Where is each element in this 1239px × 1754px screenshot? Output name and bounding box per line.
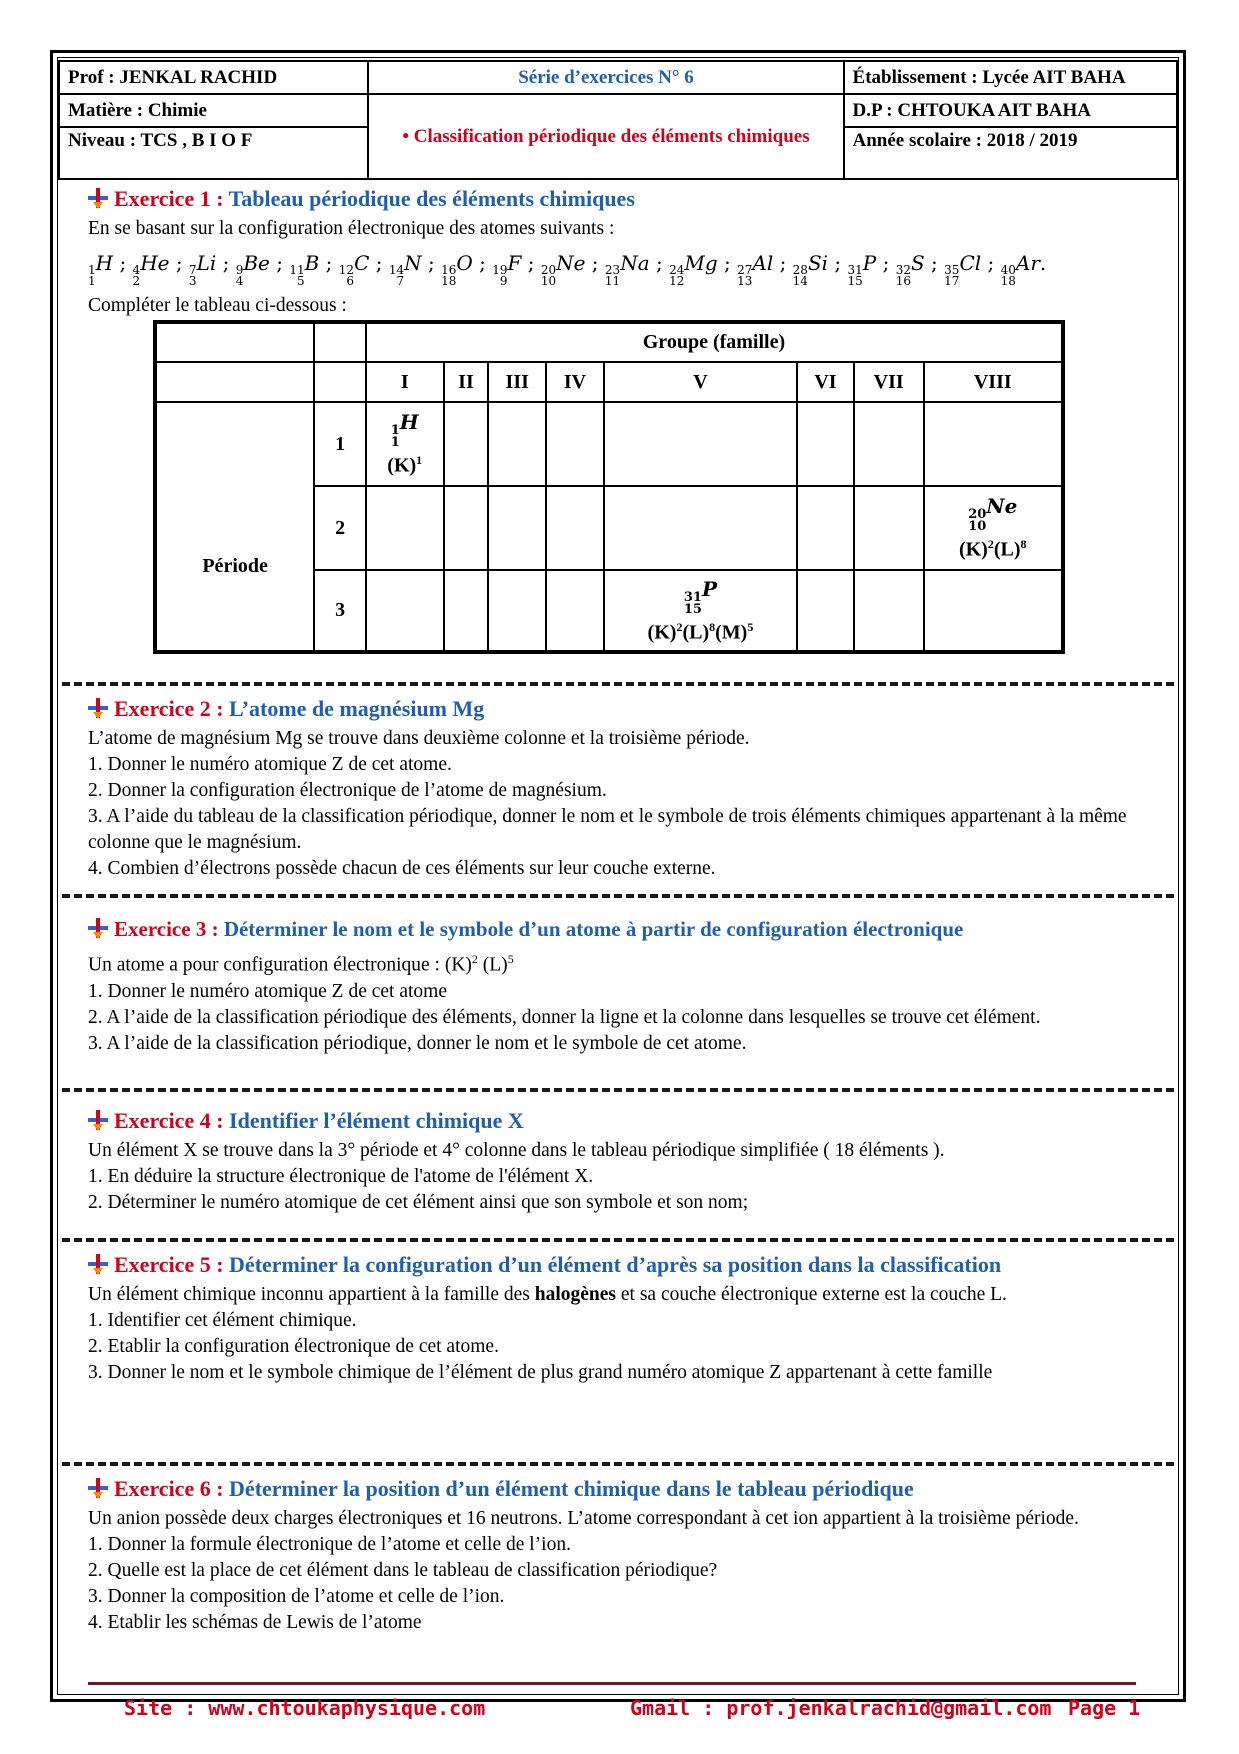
section-divider <box>62 894 1174 898</box>
group-i: I <box>366 362 444 402</box>
cell-h: 1 1 H $(K)^1$ <box>366 402 444 486</box>
exercise-3-config: Un atome a pour configuration électronique : $(K)^2$ $(L)^5$ <box>88 952 514 976</box>
exercise-6 <box>88 1474 1148 1636</box>
nuclide-na: 23 11 Na <box>604 251 650 288</box>
footer-line <box>88 1682 1136 1685</box>
nuclide-f: 19 9 F <box>492 251 522 288</box>
group-vi: VI <box>797 362 854 402</box>
empty-cell <box>444 570 489 652</box>
group-viii: VIII <box>924 362 1064 402</box>
group-ii: II <box>444 362 489 402</box>
exercise-2-line: L’atome de magnésium Mg se trouve dans deuxième colonne et la troisième période. <box>88 728 750 749</box>
exercise-6-intro: Un anion possède deux charges électroniques et 16 neutrons. L’atome correspondant à cet ion appartient à la troisième période. <box>88 1508 1079 1529</box>
nuclide-ar: 40 18 Ar <box>1000 251 1040 288</box>
nuclide-c: 12 6 C <box>338 251 370 288</box>
exercise-6-line: 2. Quelle est la place de cet élément dans le tableau de classification périodique? <box>88 1560 718 1581</box>
empty-cell <box>546 486 604 570</box>
empty-cell <box>444 486 489 570</box>
dp-cell: D.P : CHTOUKA AIT BAHA <box>844 94 1177 127</box>
exercise-1-intro: En se basant sur la configuration électronique des atomes suivants : <box>88 218 615 239</box>
empty-cell <box>444 402 489 486</box>
empty-cell <box>797 486 854 570</box>
corner-cell-3 <box>155 362 314 402</box>
exercise-2-line: 2. Donner la configuration électronique de l’atome de magnésium. <box>88 780 607 801</box>
plus-arrow-icon <box>88 918 108 938</box>
bullet-icon: • <box>402 125 414 147</box>
nuclide-o: 16 18 O <box>441 251 473 288</box>
section-divider <box>62 1462 1174 1466</box>
empty-cell <box>488 570 546 652</box>
exercise-5 <box>88 1250 1148 1386</box>
periodic-table <box>153 320 1065 654</box>
footer <box>0 1696 1239 1726</box>
empty-cell <box>797 402 854 486</box>
periode-label: Période <box>155 402 314 652</box>
exercise-4 <box>88 1106 1148 1216</box>
corner-cell-2 <box>314 322 366 362</box>
niveau-cell: Niveau : TCS , B I O F <box>59 127 368 179</box>
exercise-2-line: 4. Combien d’électrons possède chacun de ces éléments sur leur couche externe. <box>88 858 716 879</box>
empty-cell <box>854 402 924 486</box>
exercise-6-title: Exercice 6 : Déterminer la position d’un élément chimique dans le tableau périodique <box>88 1474 1148 1504</box>
plus-arrow-icon <box>88 698 108 718</box>
chapitre-title: Classification périodique des éléments chimiques <box>413 125 810 147</box>
empty-cell <box>854 570 924 652</box>
exercise-5-intro: Un élément chimique inconnu appartient à la famille des halogènes et sa couche électronique externe est la couche L. <box>88 1284 1007 1305</box>
cell-p: 31 15 P $(K)^2(L)^8(M)^5$ <box>604 570 797 652</box>
exercise-2-line: 3. A l’aide du tableau de la classification périodique, donner le nom et le symbole de trois éléments chimiques appartenant à la même colonne que le magnésium. <box>88 806 1127 853</box>
matiere-cell: Matière : Chimie <box>59 94 368 127</box>
exercise-4-title: Exercice 4 : Identifier l’élément chimique X <box>88 1106 1148 1136</box>
nuclide-cl: 35 17 Cl <box>944 251 982 288</box>
empty-cell <box>924 570 1064 652</box>
plus-arrow-icon <box>88 1254 108 1274</box>
groupe-header: Groupe (famille) <box>366 322 1063 362</box>
serie-title: Série d’exercices N° 6 <box>368 61 843 94</box>
footer-page: Page 1 <box>1068 1696 1141 1720</box>
chapitre-cell <box>368 94 843 179</box>
exercise-5-title: Exercice 5 : Déterminer la configuration d’un élément d’après sa position dans la classification <box>88 1250 1148 1280</box>
nuclide-be: 9 4 Be <box>235 251 270 288</box>
exercise-1 <box>88 184 1148 319</box>
exercise-3-line: 1. Donner le numéro atomique Z de cet atome <box>88 980 447 1002</box>
empty-cell <box>488 486 546 570</box>
exercise-4-line: Un élément X se trouve dans la 3° période et 4° colonne dans le tableau périodique simplifiée ( 18 éléments ). <box>88 1140 945 1161</box>
exercise-3-line: 2. A l’aide de la classification périodique des éléments, donner la ligne et la colonne dans lesquelles se trouve cet élément. <box>88 1006 1041 1028</box>
exercise-2-title: Exercice 2 : L’atome de magnésium Mg <box>88 694 1148 724</box>
exercise-2 <box>88 694 1148 882</box>
exercise-6-line: 1. Donner la formule électronique de l’atome et celle de l’ion. <box>88 1534 571 1555</box>
group-iii: III <box>488 362 546 402</box>
section-divider <box>62 1088 1174 1092</box>
exercise-6-line: 3. Donner la composition de l’atome et celle de l’ion. <box>88 1586 505 1607</box>
plus-arrow-icon <box>88 1478 108 1498</box>
footer-gmail[interactable]: Gmail : prof.jenkalrachid@gmail.com <box>630 1696 1052 1720</box>
nuclide-he: 4 2 He <box>132 251 170 288</box>
empty-cell <box>488 402 546 486</box>
exercise-4-line: 1. En déduire la structure électronique de l'atome de l'élément X. <box>88 1166 594 1187</box>
nuclide-si: 28 14 Si <box>792 251 829 288</box>
empty-cell <box>366 570 444 652</box>
exercise-1-instruction: Compléter le tableau ci-dessous : <box>88 295 347 316</box>
plus-arrow-icon <box>88 188 108 208</box>
section-divider <box>62 1238 1174 1242</box>
plus-arrow-icon <box>88 1110 108 1130</box>
prof-cell: Prof : JENKAL RACHID <box>59 61 368 94</box>
nuclide-s: 32 16 S <box>895 251 925 288</box>
empty-cell <box>924 402 1064 486</box>
empty-cell <box>604 402 797 486</box>
empty-cell <box>366 486 444 570</box>
exercise-3-line: 3. A l’aide de la classification périodique, donner le nom et le symbole de cet atome. <box>88 1032 747 1054</box>
group-vii: VII <box>854 362 924 402</box>
period-number: 3 <box>314 570 366 652</box>
nuclide-h: 1 1 H <box>88 251 114 288</box>
header-table <box>58 60 1178 180</box>
group-iv: IV <box>546 362 604 402</box>
nuclide-p: 31 15 P <box>847 251 877 288</box>
exercise-6-line: 4. Etablir les schémas de Lewis de l’atome <box>88 1612 422 1633</box>
exercise-3-title: Exercice 3 : Déterminer le nom et le symbole d’un atome à partir de configuration électronique <box>88 914 1148 944</box>
exercise-5-line: 3. Donner le nom et le symbole chimique de l’élément de plus grand numéro atomique Z appartenant à cette famille <box>88 1362 993 1383</box>
nuclide-al: 27 13 Al <box>737 251 774 288</box>
footer-site[interactable]: Site : www.chtoukaphysique.com <box>124 1696 486 1720</box>
period-number: 1 <box>314 402 366 486</box>
exercise-5-line: 2. Etablir la configuration électronique de cet atome. <box>88 1336 499 1357</box>
nuclide-b: 11 5 B <box>289 251 320 288</box>
etablissement-cell: Établissement : Lycée AIT BAHA <box>844 61 1177 94</box>
exercise-4-line: 2. Déterminer le numéro atomique de cet élément ainsi que son symbole et son nom; <box>88 1192 749 1213</box>
empty-cell <box>604 486 797 570</box>
nuclide-ne: 20 10 Ne <box>540 251 586 288</box>
nuclide-list: 1 1 H ; 4 2 He ; 7 3 Li ; 9 4 Be ; 11 5 B ; 12 6 C ; 14 7 N ; 16 18 O ; 19 9 F ; 20 10 Ne ; 23 11 Na ; 24 12 Mg ; 27 13 Al ; 28 14 Si ; 31 15 P ; 32 16 S ; 35 17 Cl ; 40 18 Ar. <box>88 251 1047 288</box>
corner-cell-4 <box>314 362 366 402</box>
empty-cell <box>546 402 604 486</box>
nuclide-n: 14 7 N <box>388 251 422 288</box>
empty-cell <box>546 570 604 652</box>
exercise-5-line: 1. Identifier cet élément chimique. <box>88 1310 357 1331</box>
nuclide-mg: 24 12 Mg <box>669 251 718 288</box>
exercise-2-line: 1. Donner le numéro atomique Z de cet atome. <box>88 754 452 775</box>
group-v: V <box>604 362 797 402</box>
cell-ne: 20 10 Ne $(K)^2(L)^8$ <box>924 486 1064 570</box>
corner-cell <box>155 322 314 362</box>
exercise-1-title: Exercice 1 : Tableau périodique des éléments chimiques <box>88 184 1148 214</box>
nuclide-li: 7 3 Li <box>188 251 217 288</box>
annee-cell: Année scolaire : 2018 / 2019 <box>844 127 1177 179</box>
exercise-3 <box>88 914 1148 1057</box>
empty-cell <box>797 570 854 652</box>
section-divider <box>62 682 1174 686</box>
period-number: 2 <box>314 486 366 570</box>
empty-cell <box>854 486 924 570</box>
